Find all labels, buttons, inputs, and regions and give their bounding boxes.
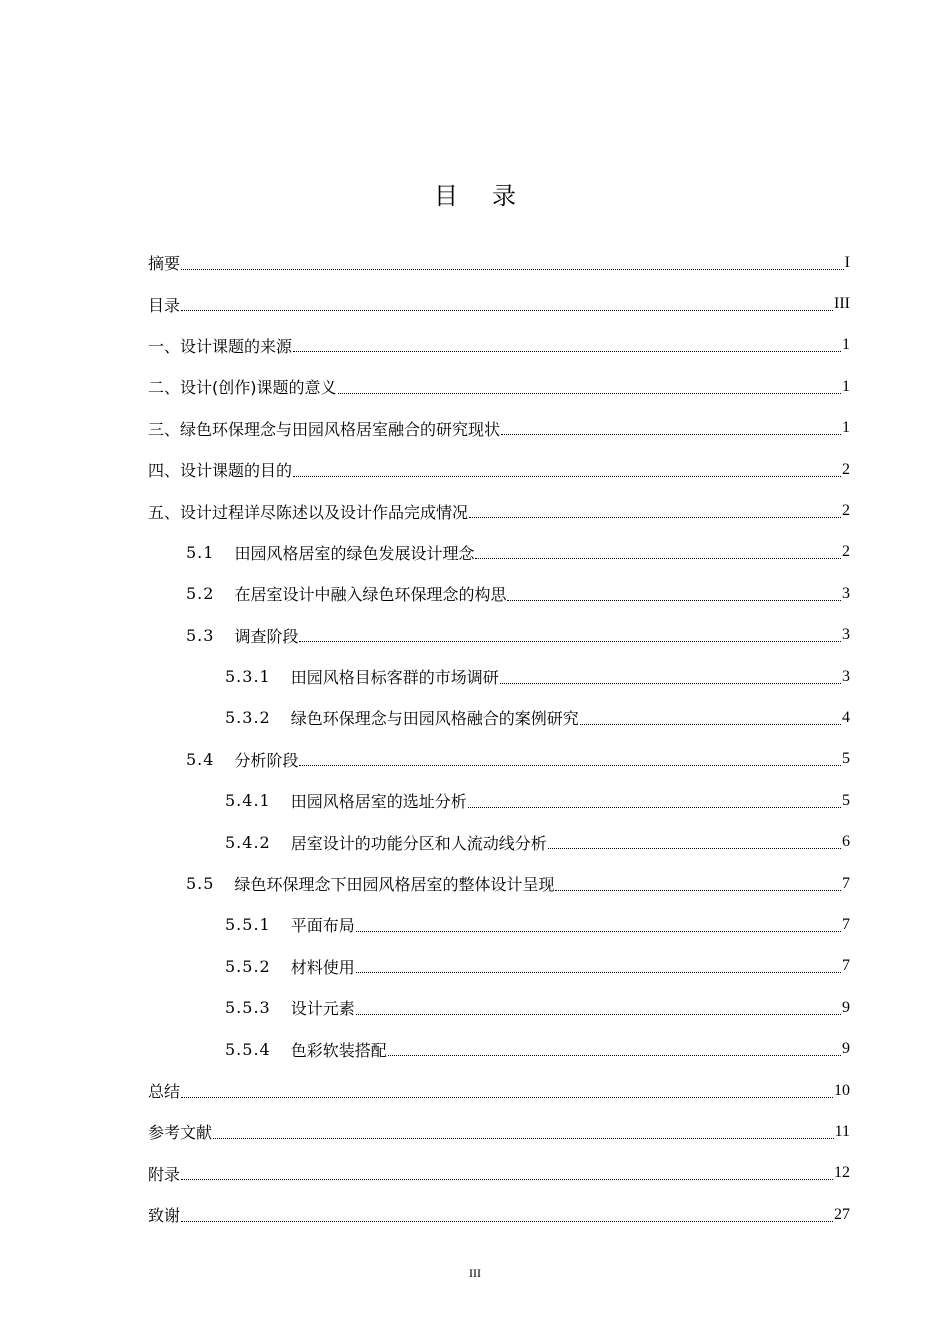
toc-entry[interactable] xyxy=(148,1070,850,1111)
toc-entry[interactable] xyxy=(148,1153,850,1194)
toc-page-number: 7 xyxy=(842,957,850,975)
toc-page-number: 4 xyxy=(842,708,850,726)
toc-entry-label: 材料使用 xyxy=(290,957,355,977)
toc-entry-label: 摘要 xyxy=(148,254,181,274)
toc-entry-number: 5.4 xyxy=(186,749,215,769)
toc-entry-label: 五、设计过程详尽陈述以及设计作品完成情况 xyxy=(148,502,469,522)
toc-dot-leader xyxy=(293,350,841,352)
toc-page-number: 2 xyxy=(842,502,850,520)
toc-entry[interactable] xyxy=(148,408,850,449)
toc-dot-leader xyxy=(580,723,841,725)
toc-dot-leader xyxy=(293,475,841,477)
toc-entry-number: 5.4.2 xyxy=(225,832,271,852)
toc-entry[interactable] xyxy=(148,739,850,780)
toc-entry[interactable] xyxy=(148,449,850,490)
toc-entry[interactable] xyxy=(148,946,850,987)
toc-page-number: 3 xyxy=(842,667,850,685)
toc-dot-leader xyxy=(181,1178,833,1180)
page-title: 目录 xyxy=(434,182,550,210)
toc-entry-label: 三、绿色环保理念与田园风格居室融合的研究现状 xyxy=(148,419,501,439)
toc-entry[interactable] xyxy=(148,325,850,366)
toc-dot-leader xyxy=(181,1096,833,1098)
toc-page-number: 3 xyxy=(842,584,850,602)
toc-entry-label: 参考文献 xyxy=(148,1123,213,1143)
toc-dot-leader xyxy=(213,1137,834,1139)
toc-dot-leader xyxy=(181,309,833,311)
toc-entry[interactable] xyxy=(148,283,850,324)
toc-entry-label: 附录 xyxy=(148,1164,181,1184)
toc-page-number: 5 xyxy=(842,791,850,809)
toc-entry-label: 总结 xyxy=(148,1082,181,1101)
toc-entry[interactable] xyxy=(148,1111,850,1152)
toc-entry-label: 色彩软装搭配 xyxy=(290,1040,387,1060)
toc-entry-label: 居室设计的功能分区和人流动线分析 xyxy=(290,833,547,853)
toc-entry-label: 四、设计课题的目的 xyxy=(148,461,293,481)
toc-page-number: 2 xyxy=(842,460,850,478)
toc-page-number: 9 xyxy=(842,998,850,1016)
toc-page-number: 11 xyxy=(834,1122,850,1140)
toc-dot-leader xyxy=(181,1220,833,1222)
toc-dot-leader xyxy=(507,599,841,601)
toc-entry[interactable] xyxy=(148,656,850,697)
toc-entry-number: 5.5.3 xyxy=(225,998,271,1018)
toc-page-number: 6 xyxy=(842,833,850,851)
toc-page-number: 2 xyxy=(842,543,850,561)
toc-dot-leader xyxy=(338,392,842,394)
toc-entry[interactable] xyxy=(148,490,850,531)
toc-dot-leader xyxy=(299,764,841,766)
toc-dot-leader xyxy=(500,682,841,684)
toc-entry[interactable] xyxy=(148,821,850,862)
toc-dot-leader xyxy=(356,930,841,932)
toc-entry-number: 5.3.2 xyxy=(225,708,271,728)
toc-entry-number: 5.5 xyxy=(186,874,215,894)
toc-entry-number: 5.3 xyxy=(186,625,215,645)
toc-entry-label: 二、设计(创作)课题的意义 xyxy=(148,378,337,398)
toc-page-number: 12 xyxy=(834,1164,850,1182)
toc-entry[interactable] xyxy=(148,242,850,283)
toc-entry-number: 5.1 xyxy=(186,542,215,562)
toc-entry-label: 田园风格居室的选址分析 xyxy=(290,792,467,812)
toc-entry-number: 5.5.4 xyxy=(225,1039,271,1059)
toc-entry-label: 设计元素 xyxy=(290,999,355,1019)
toc-dot-leader xyxy=(299,640,841,642)
toc-page-number: 1 xyxy=(842,419,850,437)
toc-dot-leader xyxy=(469,516,841,518)
toc-page-number: 9 xyxy=(842,1040,850,1058)
toc-page-number: III xyxy=(834,295,850,313)
toc-page-number: 7 xyxy=(842,915,850,933)
table-of-contents xyxy=(148,242,850,1235)
toc-entry[interactable] xyxy=(148,1028,850,1069)
toc-dot-leader xyxy=(548,847,841,849)
toc-dot-leader xyxy=(356,971,841,973)
toc-entry-label: 在居室设计中融入绿色环保理念的构思 xyxy=(234,585,507,605)
toc-entry-number: 5.5.1 xyxy=(225,915,271,935)
toc-dot-leader xyxy=(475,557,841,559)
toc-entry-number: 5.2 xyxy=(186,584,215,604)
toc-entry-label: 田园风格目标客群的市场调研 xyxy=(290,668,499,688)
toc-entry[interactable] xyxy=(148,532,850,573)
toc-entry-label: 一、设计课题的来源 xyxy=(148,336,293,356)
page-footer-number: III xyxy=(469,1266,481,1280)
toc-entry-label: 调查阶段 xyxy=(234,626,299,646)
toc-page-number: 3 xyxy=(842,626,850,644)
toc-entry-label: 分析阶段 xyxy=(234,750,299,770)
toc-page-number: 10 xyxy=(834,1081,850,1099)
toc-entry[interactable] xyxy=(148,697,850,738)
toc-entry[interactable] xyxy=(148,904,850,945)
toc-entry[interactable] xyxy=(148,780,850,821)
toc-dot-leader xyxy=(388,1054,841,1056)
toc-dot-leader xyxy=(555,889,841,891)
toc-entry[interactable] xyxy=(148,573,850,614)
toc-entry-label: 目录 xyxy=(148,295,181,315)
toc-entry[interactable] xyxy=(148,1194,850,1235)
toc-dot-leader xyxy=(181,268,844,270)
toc-entry-label: 绿色环保理念与田园风格融合的案例研究 xyxy=(290,709,579,729)
toc-entry-label: 田园风格居室的绿色发展设计理念 xyxy=(234,543,475,563)
toc-dot-leader xyxy=(468,806,841,808)
toc-page-number: 1 xyxy=(842,336,850,354)
toc-entry-label: 绿色环保理念下田园风格居室的整体设计呈现 xyxy=(234,875,555,895)
toc-entry-number: 5.3.1 xyxy=(225,667,271,687)
toc-entry-label: 平面布局 xyxy=(290,916,355,936)
toc-page-number: 5 xyxy=(842,750,850,768)
toc-page-number: I xyxy=(844,253,850,271)
toc-entry[interactable] xyxy=(148,615,850,656)
toc-page-number: 1 xyxy=(842,377,850,395)
toc-entry[interactable] xyxy=(148,987,850,1028)
toc-entry-label: 致谢 xyxy=(148,1206,181,1226)
toc-dot-leader xyxy=(356,1013,841,1015)
toc-entry[interactable] xyxy=(148,863,850,904)
toc-entry-number: 5.4.1 xyxy=(225,791,271,811)
toc-page-number: 27 xyxy=(834,1205,850,1223)
toc-entry[interactable] xyxy=(148,366,850,407)
toc-page-number: 7 xyxy=(842,874,850,892)
toc-dot-leader xyxy=(501,433,841,435)
toc-entry-number: 5.5.2 xyxy=(225,956,271,976)
